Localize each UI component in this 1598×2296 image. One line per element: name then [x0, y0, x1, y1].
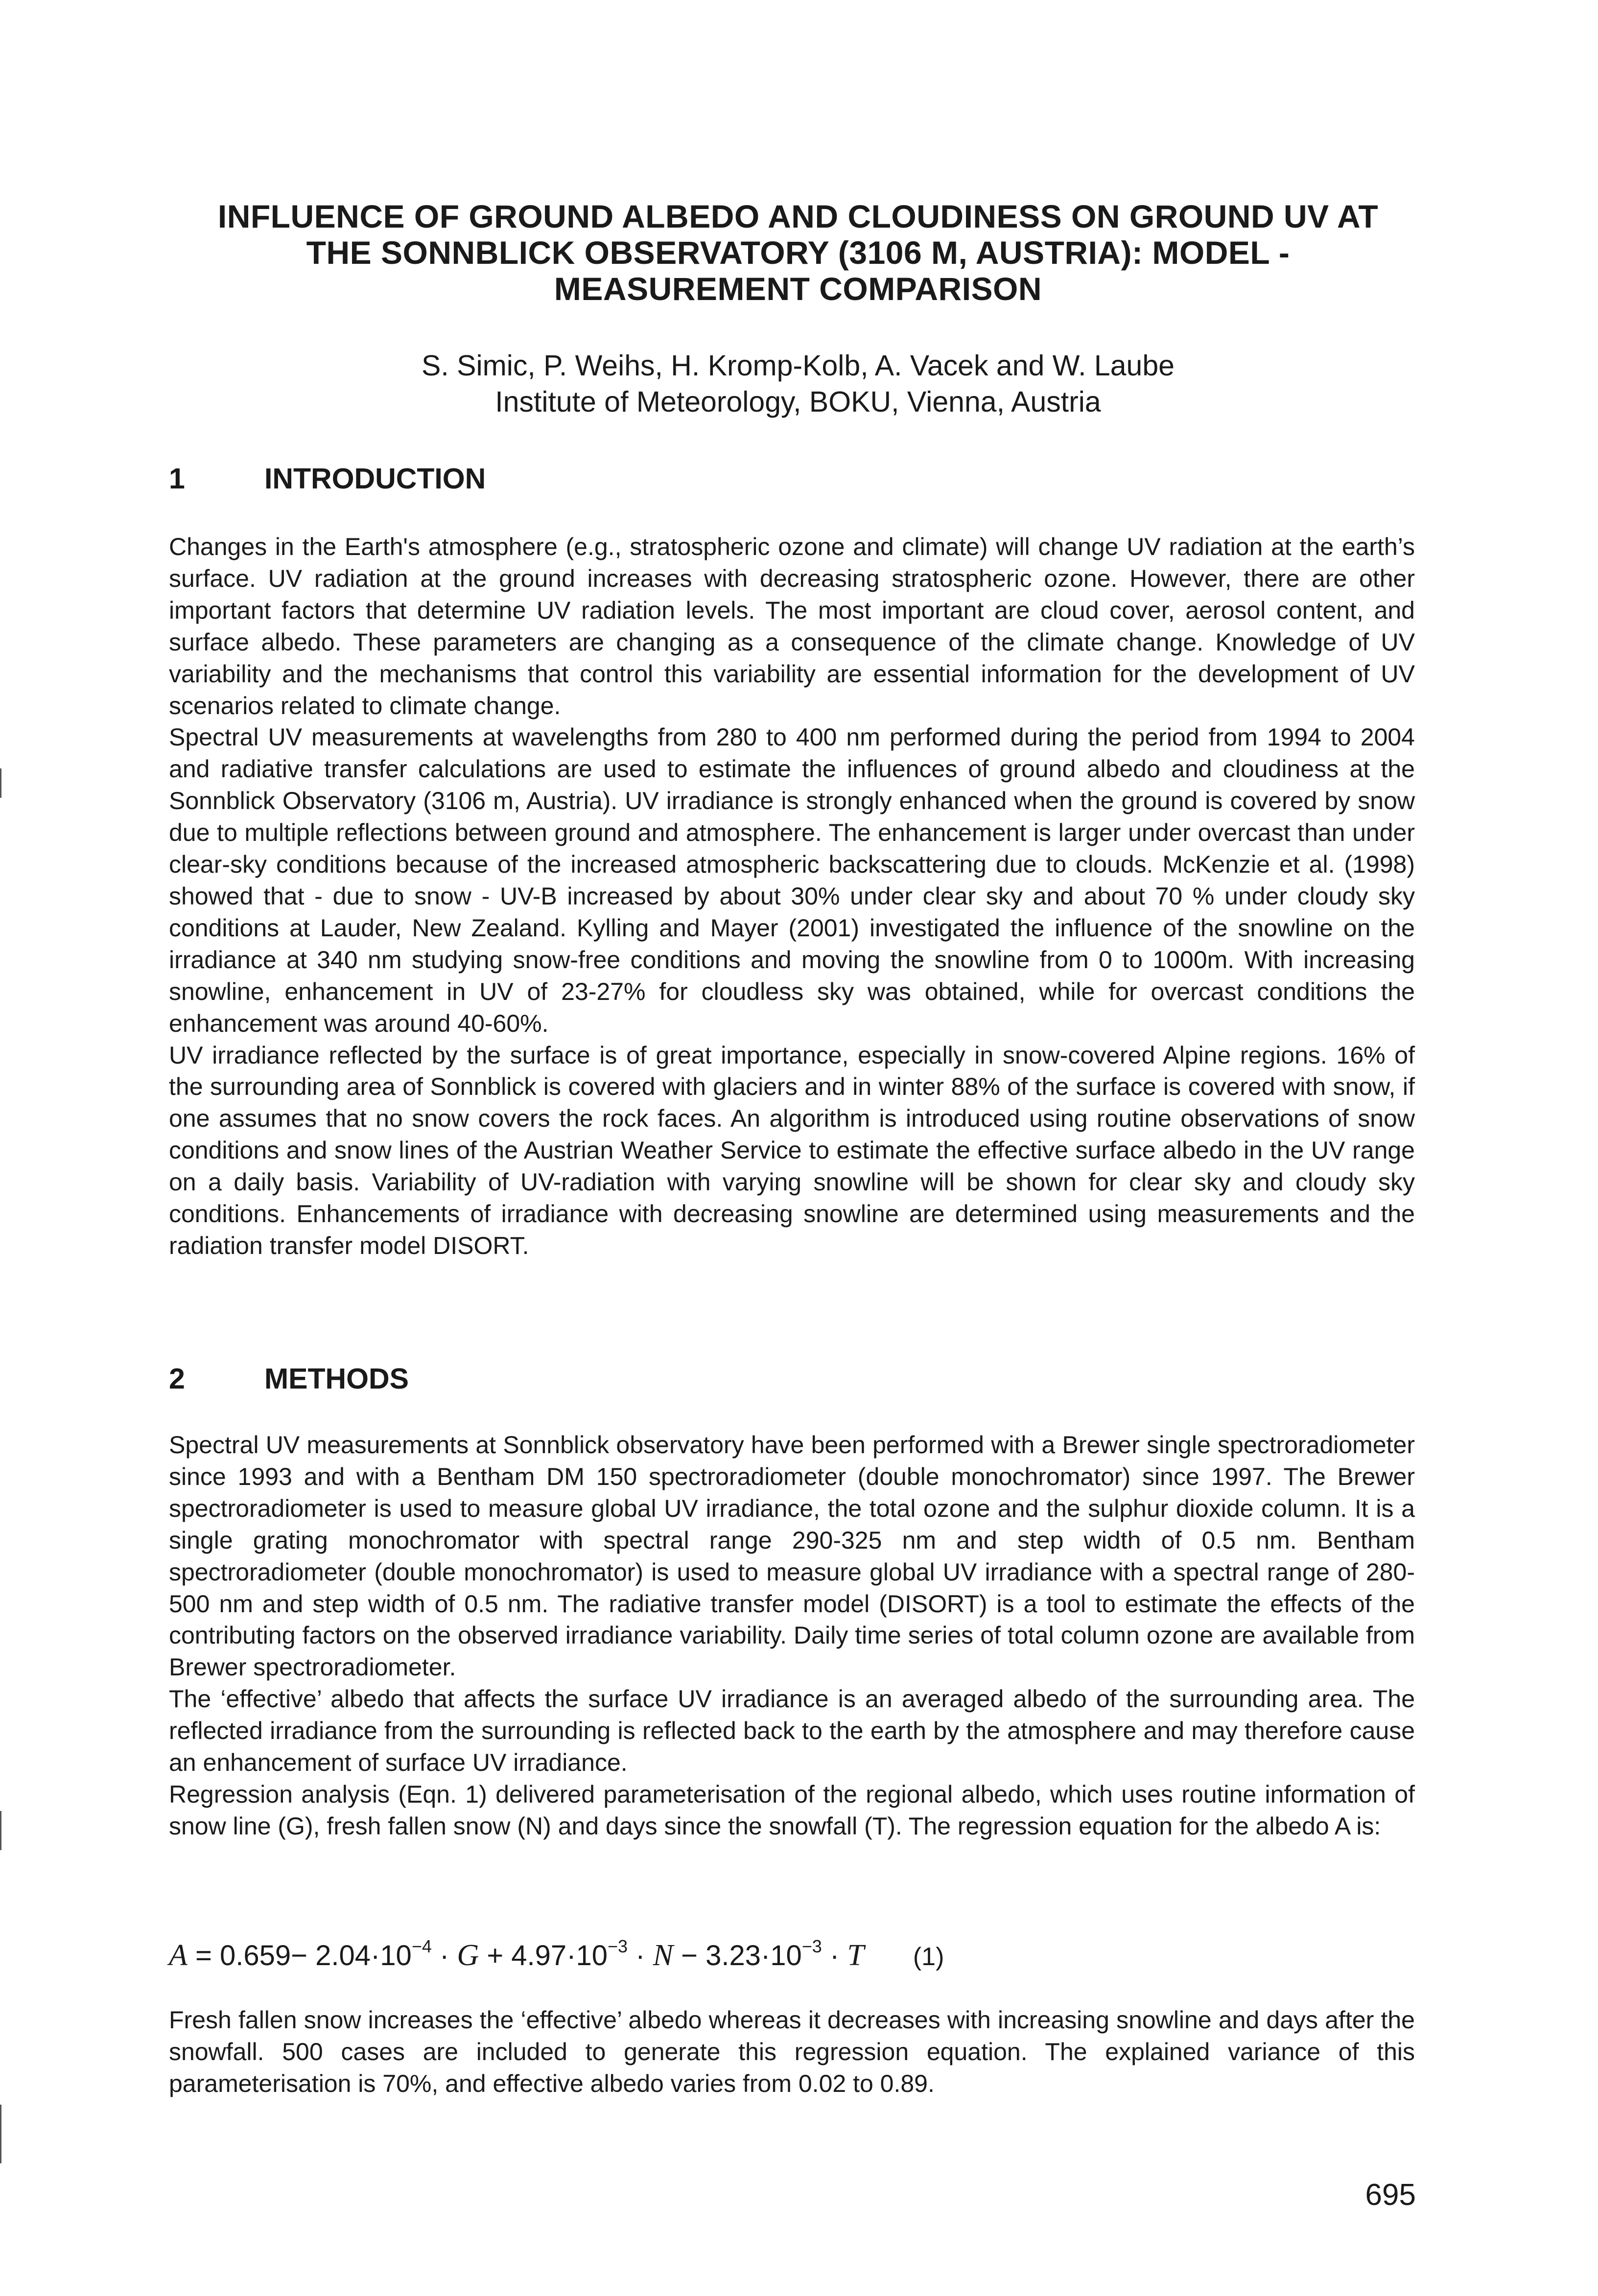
scan-margin-mark — [0, 1811, 1, 1850]
authors: S. Simic, P. Weihs, H. Kromp-Kolb, A. Vacek and W. Laube — [422, 349, 1175, 382]
scan-margin-mark — [0, 768, 1, 798]
title-line-1: INFLUENCE OF GROUND ALBEDO AND CLOUDINESS ON GROUND UV AT — [217, 198, 1379, 234]
paragraph: Regression analysis (Eqn. 1) delivered parameterisation of the regional albedo, which uses routine information of snow line (G), fresh fallen snow (N) and days since the snowfall (T). The regression equation for the albedo A is: — [169, 1780, 1415, 1840]
methods-body — [169, 1429, 1415, 1842]
introduction-body — [169, 531, 1415, 1262]
page-number: 695 — [1365, 2178, 1416, 2212]
equation-number: (1) — [913, 1943, 944, 1971]
author-block — [162, 348, 1434, 420]
equation-lhs: A — [169, 1939, 188, 1972]
paragraph: Spectral UV measurements at wavelengths from 280 to 400 nm performed during the period from 1994 to 2004 and radiative transfer calculations are used to estimate the influences of ground albedo and cloudiness at the Sonnblick Observatory (3106 m, Austria). UV irradiance is strongly enhanced when the ground is covered by snow due to multiple reflections between ground and atmosphere. The enhancement is larger under overcast than under clear-sky conditions because of the increased atmospheric backscattering due to clouds. McKenzie et al. (1998) showed that - due to snow - UV-B increased by about 30% under clear sky and about 70 % under cloudy sky conditions at Lauder, New Zealand. Kylling and Mayer (2001) investigated the influence of the snowline on the irradiance at 340 nm studying snow-free conditions and moving the snowline from 0 to 1000m. With increasing snowline, enhancement in UV of 23-27% for cloudless sky was obtained, while for overcast conditions the enhancement was around 40-60%. — [169, 723, 1415, 1037]
section-number: 2 — [169, 1363, 185, 1395]
title-line-2: THE SONNBLICK OBSERVATORY (3106 M, AUSTRIA): MODEL - — [306, 234, 1290, 271]
paper-title — [162, 198, 1434, 307]
methods-body-continued — [169, 2004, 1415, 2100]
albedo-regression-equation: $A = 0.659- 2.04\cdot 10^{-4} \cdot G + 4.97\cdot 10^{-3} \cdot N - 3.23\cdot 10^{-3} \cdot T$ (1) — [169, 1936, 944, 1972]
scan-margin-mark — [0, 2105, 1, 2163]
paragraph: UV irradiance reflected by the surface is of great importance, especially in snow-covered Alpine regions. 16% of the surrounding area of Sonnblick is covered with glaciers and in winter 88% of the surface is covered with snow, if one assumes that no snow covers the rock faces. An algorithm is introduced using routine observations of snow conditions and snow lines of the Austrian Weather Service to estimate the effective surface albedo in the UV range on a daily basis. Variability of UV-radiation with varying snowline will be shown for clear sky and cloudy sky conditions. Enhancements of irradiance with decreasing snowline are determined using measurements and the radiation transfer model DISORT. — [169, 1041, 1415, 1259]
section-number: 1 — [169, 463, 185, 495]
title-line-3: MEASUREMENT COMPARISON — [554, 271, 1042, 307]
section-title: METHODS — [264, 1363, 409, 1395]
section-title: INTRODUCTION — [264, 463, 486, 495]
section-heading-methods — [169, 1362, 409, 1396]
paragraph: Fresh fallen snow increases the ‘effective’ albedo whereas it decreases with increasing snowline and days after the snowfall. 500 cases are included to generate this regression equation. The explained variance of this parameterisation is 70%, and effective albedo varies from 0.02 to 0.89. — [169, 2006, 1415, 2097]
paragraph: Spectral UV measurements at Sonnblick observatory have been performed with a Brewer single spectroradiometer since 1993 and with a Bentham DM 150 spectroradiometer (double monochromator) since 1997. The Brewer spectroradiometer is used to measure global UV irradiance, the total ozone and the sulphur dioxide column. It is a single grating monochromator with spectral range 290-325 nm and step width of 0.5 nm. Bentham spectroradiometer (double monochromator) is used to measure global UV irradiance with a spectral range of 280-500 nm and step width of 0.5 nm. The radiative transfer model (DISORT) is a tool to estimate the effects of the contributing factors on the observed irradiance variability. Daily time series of total column ozone are available from Brewer spectroradiometer. — [169, 1431, 1415, 1681]
section-heading-introduction — [169, 462, 486, 496]
paragraph: Changes in the Earth's atmosphere (e.g., stratospheric ozone and climate) will change UV radiation at the earth’s surface. UV radiation at the ground increases with decreasing stratospheric ozone. However, there are other important factors that determine UV radiation levels. The most important are cloud cover, aerosol content, and surface albedo. These parameters are changing as a consequence of the climate change. Knowledge of UV variability and the mechanisms that control this variability are essential information for the development of UV scenarios related to climate change. — [169, 533, 1415, 719]
paragraph: The ‘effective’ albedo that affects the surface UV irradiance is an averaged albedo of the surrounding area. The reflected irradiance from the surrounding is reflected back to the earth by the atmosphere and may therefore cause an enhancement of surface UV irradiance. — [169, 1685, 1415, 1777]
affiliation: Institute of Meteorology, BOKU, Vienna, Austria — [495, 386, 1101, 418]
